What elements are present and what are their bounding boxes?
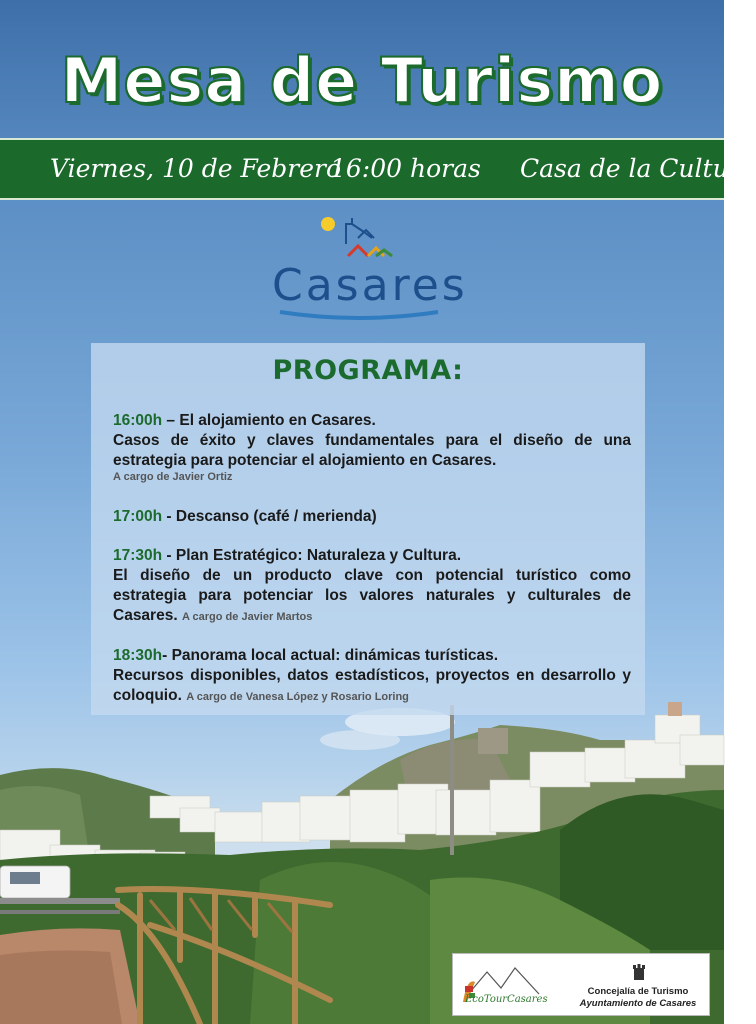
item-description: El diseño de un producto clave con potencial turístico como estrategia para potenciar los valores naturales y culturales de Casares. bbox=[113, 567, 631, 624]
ecotour-name: EcoTourCasares bbox=[465, 994, 548, 1005]
event-info-band bbox=[0, 138, 756, 200]
item-description: Casos de éxito y claves fundamentales para el diseño de una estrategia para potenciar el alojamiento en Casares. bbox=[113, 432, 631, 469]
poster-title: Mesa de Turismo bbox=[60, 44, 664, 117]
item-title: - Panorama local actual: dinámicas turísticas. bbox=[162, 647, 499, 664]
event-time: 16:00 horas bbox=[330, 154, 481, 183]
program-item-2 bbox=[113, 507, 631, 527]
program-box bbox=[91, 343, 645, 715]
item-time: 16:00h bbox=[113, 412, 163, 429]
sponsor-box bbox=[452, 953, 710, 1016]
program-item-1 bbox=[113, 411, 631, 483]
casares-logo bbox=[272, 212, 468, 328]
logo-wordmark: Casares bbox=[272, 260, 468, 311]
council-line-1: Concejalía de Turismo bbox=[587, 986, 689, 997]
program-item-4 bbox=[113, 646, 631, 707]
item-title: - Descanso (café / merienda) bbox=[162, 508, 377, 525]
item-time: 17:30h bbox=[113, 547, 163, 564]
crest-icon bbox=[629, 962, 649, 982]
item-description: Recursos disponibles, datos estadísticos, proyectos en desarrollo y coloquio. bbox=[113, 667, 631, 704]
event-date: Viernes, 10 de Febrero bbox=[50, 154, 342, 183]
program-item-3 bbox=[113, 546, 631, 627]
item-credit: A cargo de Javier Martos bbox=[181, 611, 313, 623]
item-time: 17:00h bbox=[113, 508, 163, 525]
council-label bbox=[571, 986, 705, 1010]
item-credit: A cargo de Javier Ortiz bbox=[113, 471, 233, 483]
item-credit: A cargo de Vanesa López y Rosario Loring bbox=[186, 691, 409, 703]
council-line-2: Ayuntamiento de Casares bbox=[579, 998, 697, 1009]
program-heading: PROGRAMA: bbox=[272, 355, 464, 386]
item-title: – El alojamiento en Casares. bbox=[162, 412, 376, 429]
event-place: Casa de la Cultura bbox=[520, 154, 756, 183]
item-title: - Plan Estratégico: Naturaleza y Cultura. bbox=[162, 547, 462, 564]
item-time: 18:30h bbox=[113, 647, 163, 664]
